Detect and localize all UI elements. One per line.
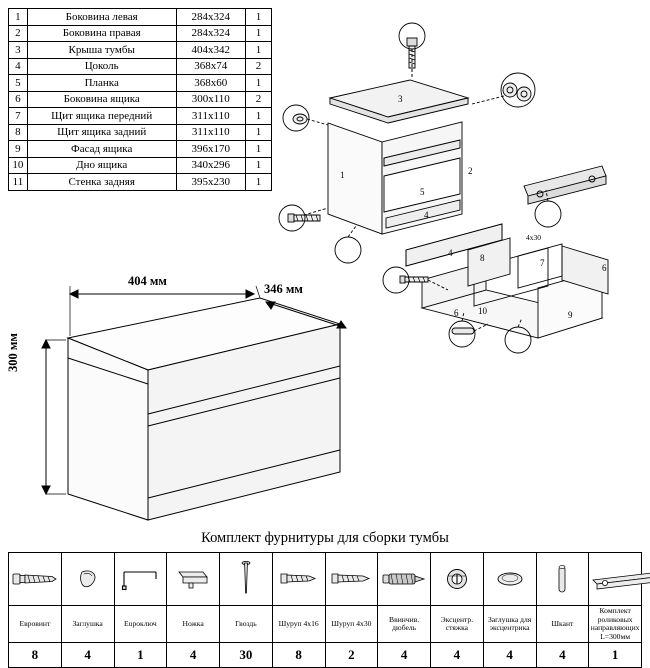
part-number: 8: [9, 124, 28, 141]
cap-plug-icon: [76, 568, 100, 590]
kit-item-name: Шуруп 4х30: [325, 606, 378, 643]
part-name: Фасад ящика: [27, 141, 176, 158]
drawer-slide-exploded: [524, 166, 606, 204]
callout-7: 7: [540, 258, 545, 268]
part-quantity: 1: [245, 124, 271, 141]
table-row: [9, 174, 272, 191]
kit-item-qty: 4: [61, 643, 114, 668]
table-row: [9, 91, 272, 108]
part-quantity: 1: [245, 75, 271, 92]
kit-item-name: Евровинт: [9, 606, 62, 643]
part-dimension: 395х230: [176, 174, 245, 191]
part-name: Щит ящика задний: [27, 124, 176, 141]
euro-key-icon: [120, 567, 160, 591]
kit-item-qty: 4: [483, 643, 536, 668]
table-row: [9, 58, 272, 75]
callout-bubble: [535, 201, 561, 227]
part-name: Планка: [27, 75, 176, 92]
leg-icon: [173, 568, 213, 590]
part-quantity: 1: [245, 141, 271, 158]
part-quantity: 2: [245, 58, 271, 75]
kit-cell-icon: [167, 553, 220, 606]
confirmat-dowel-icon: [381, 570, 427, 588]
kit-cell-icon: [431, 553, 484, 606]
part-quantity: 1: [245, 108, 271, 125]
part-number: 3: [9, 42, 28, 59]
kit-cell-icon: [61, 553, 114, 606]
part-left-side: [328, 123, 382, 234]
kit-item-name: Ножка: [167, 606, 220, 643]
part-dimension: 284х324: [176, 25, 245, 42]
dimension-drawing: [6, 262, 360, 524]
part-quantity: 1: [245, 42, 271, 59]
kit-item-name: Заглушка для эксцентрика: [483, 606, 536, 643]
kit-item-qty: 4: [378, 643, 431, 668]
table-row: [9, 9, 272, 26]
part-number: 5: [9, 75, 28, 92]
part-dimension: 311х110: [176, 108, 245, 125]
kit-item-qty: 4: [431, 643, 484, 668]
cam-lock-icon: [444, 566, 470, 592]
part-name: Стенка задняя: [27, 174, 176, 191]
kit-cell-icon: [325, 553, 378, 606]
kit-cell-icon: [220, 553, 273, 606]
part-dimension: 311х110: [176, 124, 245, 141]
screw-4x30-icon: [330, 570, 372, 588]
part-dimension: 396х170: [176, 141, 245, 158]
part-number: 4: [9, 58, 28, 75]
table-row: [9, 141, 272, 158]
kit-item-qty: 4: [167, 643, 220, 668]
kit-cell-icon: [536, 553, 589, 606]
kit-title: Комплект фурнитуры для сборки тумбы: [201, 530, 449, 546]
kit-item-qty: 1: [114, 643, 167, 668]
kit-cell-icon: [378, 553, 431, 606]
part-name: Боковина левая: [27, 9, 176, 26]
kit-item-qty: 2: [325, 643, 378, 668]
part-quantity: 1: [245, 174, 271, 191]
callout-bubble: [335, 237, 361, 263]
part-name: Цоколь: [27, 58, 176, 75]
kit-cell-icon: [9, 553, 62, 606]
part-name: Дно ящика: [27, 157, 176, 174]
table-row: [9, 157, 272, 174]
kit-item-qty: 1: [589, 643, 642, 668]
euro-screw-icon: [12, 570, 58, 588]
part-number: 10: [9, 157, 28, 174]
kit-item-name: Комплект роликовых направляющих L=300мм: [589, 606, 642, 643]
callout-6l: 6: [454, 308, 459, 318]
table-row: [9, 42, 272, 59]
fastener-screw-left: [288, 208, 328, 222]
part-quantity: 1: [245, 9, 271, 26]
cabinet-front-face-dim: [68, 338, 148, 520]
kit-item-name: Ввинчив. дюбель: [378, 606, 431, 643]
part-dimension: 300х110: [176, 91, 245, 108]
part-quantity: 1: [245, 25, 271, 42]
wood-dowel-icon: [556, 562, 568, 596]
fastener-note: 4х30: [526, 233, 541, 242]
part-dimension: 368х74: [176, 58, 245, 75]
depth-label: 346 мм: [264, 282, 303, 296]
parts-table-body: [9, 9, 272, 191]
callout-5b: 5: [420, 187, 425, 197]
kit-item-qty: 4: [536, 643, 589, 668]
part-dimension: 368х60: [176, 75, 245, 92]
part-dimension: 404х342: [176, 42, 245, 59]
part-name: Боковина правая: [27, 25, 176, 42]
hardware-kit-table: [8, 552, 642, 668]
callout-4a: 4: [424, 210, 429, 220]
kit-item-qty: 8: [9, 643, 62, 668]
callout-3: 3: [398, 94, 403, 104]
parts-table: [8, 8, 272, 191]
table-row: [9, 25, 272, 42]
callout-6r: 6: [602, 263, 607, 273]
cam-cover-icon: [495, 570, 525, 588]
drawer-slide-icon: [589, 566, 650, 592]
part-name: Крыша тумбы: [27, 42, 176, 59]
fastener-left-cam: [293, 114, 328, 125]
part-quantity: 2: [245, 91, 271, 108]
kit-cell-icon: [114, 553, 167, 606]
kit-item-name: Гвоздь: [220, 606, 273, 643]
part-number: 2: [9, 25, 28, 42]
nail-icon: [240, 559, 252, 599]
dimension-svg: [10, 262, 360, 524]
kit-qty-row: [9, 643, 642, 668]
kit-item-name: Шкант: [536, 606, 589, 643]
width-label: 404 мм: [128, 274, 167, 288]
part-quantity: 1: [245, 157, 271, 174]
screw-4x16-icon: [279, 570, 319, 588]
callout-8: 8: [480, 253, 485, 263]
kit-item-name: Эксцентр. стяжка: [431, 606, 484, 643]
kit-item-name: Шуруп 4х16: [272, 606, 325, 643]
part-number: 1: [9, 9, 28, 26]
kit-cell-icon: [272, 553, 325, 606]
table-row: [9, 124, 272, 141]
table-row: [9, 108, 272, 125]
part-dimension: 340х296: [176, 157, 245, 174]
callout-2: 2: [468, 166, 473, 176]
callout-10: 10: [478, 306, 487, 316]
part-dimension: 284х324: [176, 9, 245, 26]
kit-item-qty: 30: [220, 643, 273, 668]
kit-cell-icon: [589, 553, 642, 606]
table-row: [9, 75, 272, 92]
kit-item-qty: 8: [272, 643, 325, 668]
part-name: Боковина ящика: [27, 91, 176, 108]
kit-name-row: [9, 606, 642, 643]
kit-icon-row: [9, 553, 642, 606]
kit-item-name: Euроключ: [114, 606, 167, 643]
part-name: Щит ящика передний: [27, 108, 176, 125]
callout-4b: 4: [448, 248, 453, 258]
callout-1: 1: [340, 170, 345, 180]
fastener-dowel-bottom: [452, 324, 488, 334]
kit-item-name: Заглушка: [61, 606, 114, 643]
part-number: 7: [9, 108, 28, 125]
kit-cell-icon: [483, 553, 536, 606]
part-number: 9: [9, 141, 28, 158]
part-number: 11: [9, 174, 28, 191]
callout-9: 9: [568, 310, 573, 320]
height-label: 300 мм: [6, 333, 20, 372]
part-number: 6: [9, 91, 28, 108]
